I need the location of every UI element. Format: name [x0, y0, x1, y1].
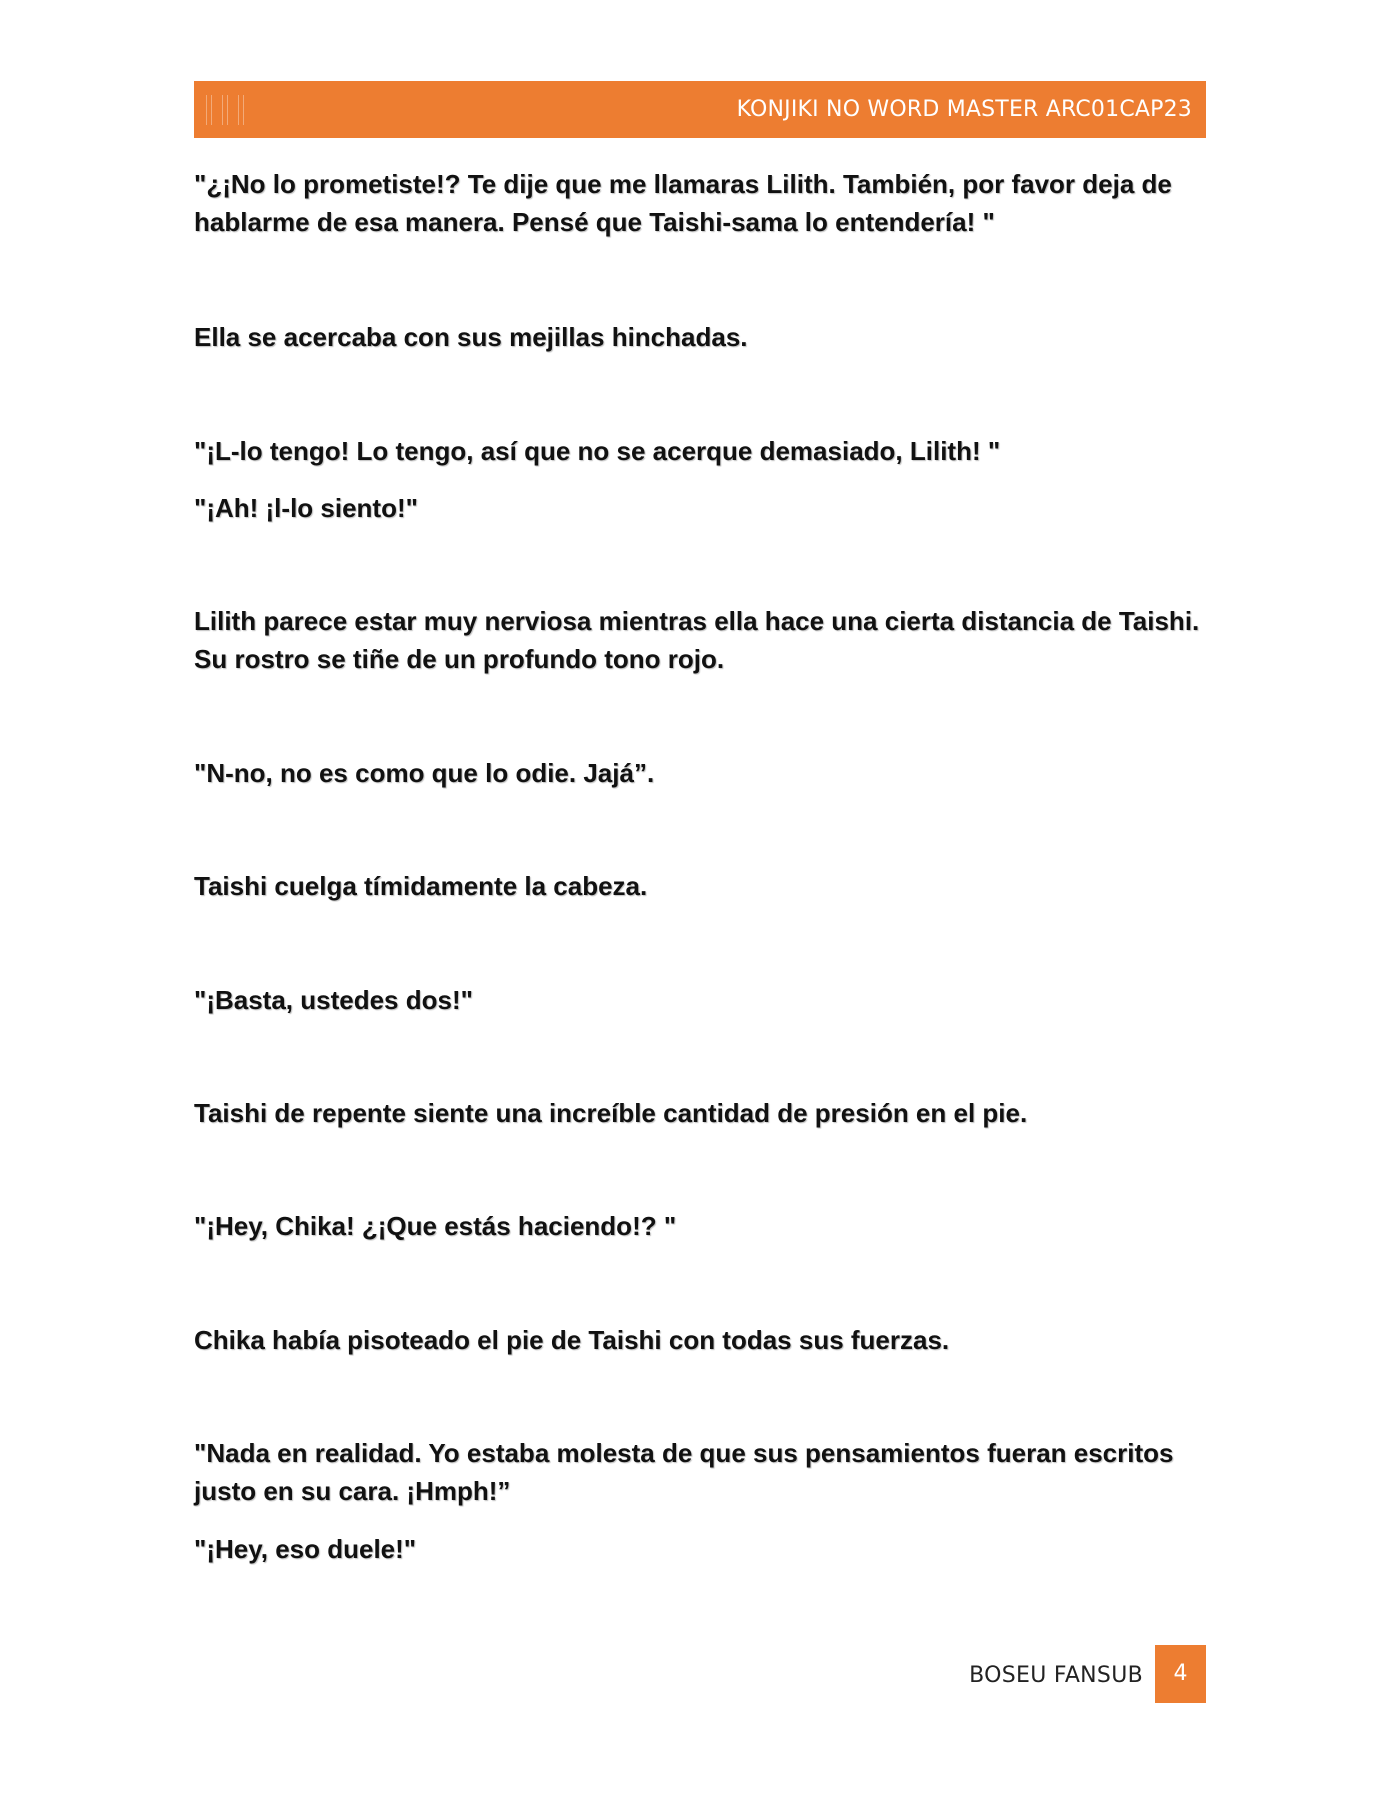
page-header-bar — [194, 81, 1206, 138]
paragraph-6: "N-no, no es como que lo odie. Jajá”. — [194, 758, 655, 788]
header-decoration — [206, 95, 244, 125]
header-stripe — [238, 95, 244, 125]
header-stripe — [222, 95, 228, 125]
paragraph-11: Chika había pisoteado el pie de Taishi con todas sus fuerzas. — [194, 1325, 950, 1355]
page-number: 4 — [1155, 1645, 1206, 1703]
paragraph-4: "¡Ah! ¡l-lo siento!" — [194, 493, 418, 523]
header-stripe — [206, 95, 212, 125]
paragraph-10: "¡Hey, Chika! ¿¡Que estás haciendo!? " — [194, 1211, 677, 1241]
paragraph-7: Taishi cuelga tímidamente la cabeza. — [194, 871, 648, 901]
paragraph-8: "¡Basta, ustedes dos!" — [194, 985, 473, 1015]
paragraph-13: "¡Hey, eso duele!" — [194, 1534, 417, 1564]
paragraph-9: Taishi de repente siente una increíble cantidad de presión en el pie. — [194, 1098, 1028, 1128]
paragraph-5: Lilith parece estar muy nerviosa mientras ella hace una cierta distancia de Taishi. Su rostro se tiñe de un profundo tono rojo. — [194, 606, 1200, 674]
header-title: KONJIKI NO WORD MASTER ARC01CAP23 — [736, 97, 1192, 122]
paragraph-3: "¡L-lo tengo! Lo tengo, así que no se acerque demasiado, Lilith! " — [194, 436, 1001, 466]
footer-brand: BOSEU FANSUB — [969, 1663, 1143, 1688]
paragraph-12: "Nada en realidad. Yo estaba molesta de que sus pensamientos fueran escritos justo en su cara. ¡Hmph!” — [194, 1438, 1174, 1506]
paragraph-1: "¿¡No lo prometiste!? Te dije que me llamaras Lilith. También, por favor deja de hablarme de esa manera. Pensé que Taishi-sama lo entendería! " — [194, 169, 1172, 237]
paragraph-2: Ella se acercaba con sus mejillas hinchadas. — [194, 322, 748, 352]
